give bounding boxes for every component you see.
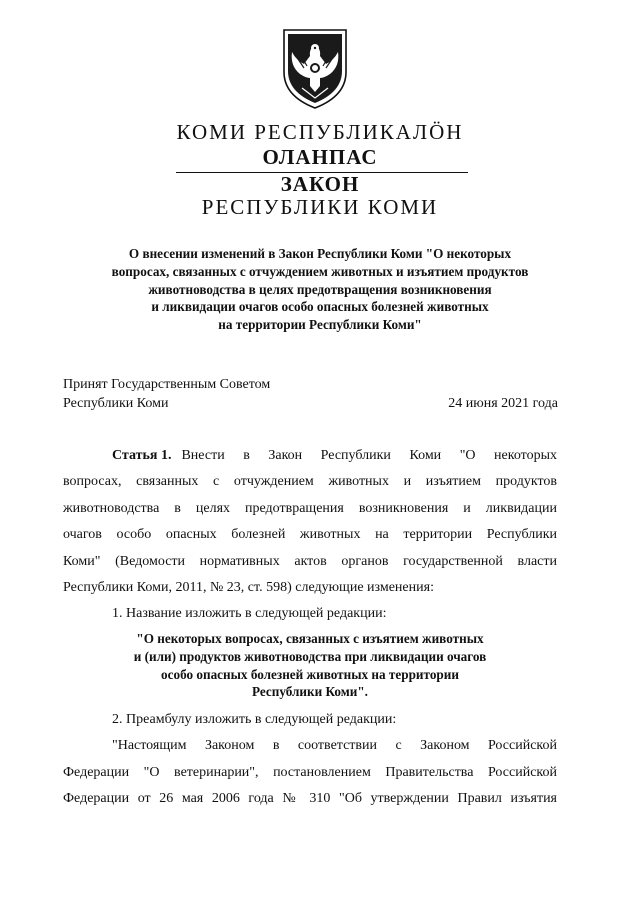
- preamble-line: "Настоящим Законом в соответствии с Законом Российской: [112, 738, 557, 754]
- preamble-line: Федерации "О ветеринарии", постановлением Правительства Российской: [63, 764, 557, 780]
- new-title-line: и (или) продуктов животноводства при ликвидации очагов: [133, 648, 487, 664]
- law-title-line: животноводства в целях предотвращения возникновения: [148, 281, 492, 297]
- komi-coat-of-arms-icon: [274, 24, 356, 110]
- article-1-first-line: [63, 443, 557, 469]
- law-title-line: и ликвидации очагов особо опасных болезней животных: [151, 299, 489, 315]
- law-title-line: О внесении изменений в Закон Республики Коми "О некоторых: [128, 246, 512, 261]
- article-1-line: животноводства в целях предотвращения возникновения и ликвидации: [63, 500, 557, 516]
- new-title-line: особо опасных болезней животных на территории: [161, 666, 459, 682]
- new-title-line: "О некоторых вопросах, связанных с изъятием животных: [136, 631, 484, 646]
- adoption-info: [63, 375, 270, 413]
- item-1: 1. Название изложить в следующей редакции:: [112, 606, 387, 622]
- header-komi-republic: КОМИ РЕСПУБЛИКАЛӦН: [176, 120, 464, 144]
- header-komi-law: ОЛАНПАС: [262, 145, 378, 169]
- article-1-line: Коми" (Ведомости нормативных актов органов государственной власти: [63, 553, 557, 569]
- header-law: ЗАКОН: [280, 172, 360, 196]
- preamble-line: Федерации от 26 мая 2006 года № 310 "Об утверждении Правил изъятия: [63, 791, 557, 807]
- header-republic: РЕСПУБЛИКИ КОМИ: [201, 195, 439, 219]
- new-title-line: Республики Коми".: [252, 684, 368, 700]
- article-1-text: Внести в Закон Республики Коми "О некоторых: [181, 448, 557, 463]
- article-1-line: вопросах, связанных с отчуждением животных и изъятием продуктов: [63, 474, 557, 490]
- adoption-date: 24 июня 2021 года: [448, 396, 558, 411]
- item-2-block: [63, 707, 557, 813]
- adoption-line: Принят Государственным Советом: [63, 377, 271, 392]
- item-2: 2. Преамбулу изложить в следующей редакции:: [112, 712, 397, 727]
- article-1: [63, 443, 557, 628]
- law-title-line: вопросах, связанных с отчуждением животных и изъятием продуктов: [111, 263, 529, 279]
- adoption-line: Республики Коми: [63, 396, 169, 411]
- law-title-line: на территории Республики Коми": [218, 317, 422, 333]
- law-title: [60, 245, 580, 334]
- article-1-line: очагов особо опасных болезней животных на территории Республики: [63, 527, 557, 543]
- new-title: [63, 630, 557, 701]
- article-label: Статья 1.: [112, 448, 172, 463]
- article-1-line: Республики Коми, 2011, № 23, ст. 598) следующие изменения:: [63, 580, 434, 596]
